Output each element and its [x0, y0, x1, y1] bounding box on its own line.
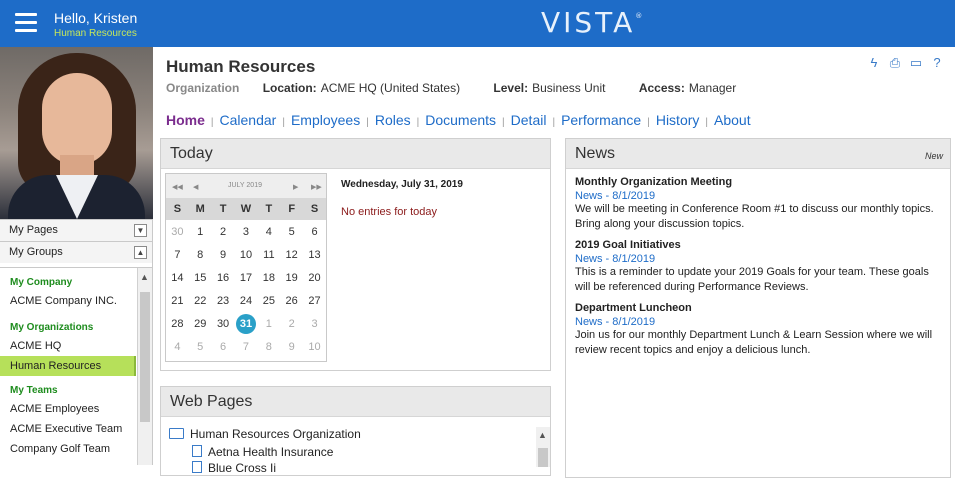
tab-calendar[interactable]: Calendar [219, 112, 277, 128]
calendar-day[interactable]: 27 [308, 294, 321, 307]
calendar-day[interactable]: 12 [285, 248, 298, 261]
tab-employees[interactable]: Employees [290, 112, 361, 128]
vista-logo: VISTA® [541, 6, 643, 39]
web-pages-title: Web Pages [161, 387, 550, 417]
news-item-title[interactable]: Monthly Organization Meeting [575, 176, 733, 188]
calendar-day[interactable]: 9 [220, 248, 227, 261]
toolbar [866, 54, 950, 72]
location-value: ACME HQ (United States) [320, 81, 461, 95]
calendar-day[interactable]: 17 [239, 271, 253, 284]
calendar-day[interactable]: 3 [242, 225, 250, 238]
page-type: Organization [166, 81, 240, 95]
folder-icon [169, 428, 184, 439]
news-item-date[interactable]: News - 8/1/2019 [575, 253, 656, 265]
tab-roles[interactable]: Roles [374, 112, 411, 128]
calendar [165, 173, 327, 362]
next-year-icon[interactable]: ▶▶ [311, 184, 322, 191]
top-bar [0, 0, 955, 47]
news-header [566, 139, 950, 169]
calendar-day[interactable]: 18 [262, 271, 275, 284]
calendar-day[interactable]: 22 [194, 294, 207, 307]
access-label: Access: [638, 81, 685, 95]
web-pages-scrollbar[interactable] [536, 427, 550, 467]
location-label: Location: [262, 81, 317, 95]
news-item-date[interactable]: News - 8/1/2019 [575, 190, 656, 202]
calendar-day[interactable]: 24 [239, 294, 253, 307]
news-item [575, 176, 950, 232]
news-list [566, 176, 950, 358]
calendar-day[interactable]: 8 [197, 248, 204, 261]
calendar-day[interactable]: 6 [311, 225, 318, 238]
page-meta [166, 81, 736, 95]
calendar-day[interactable]: 14 [171, 271, 184, 284]
calendar-day[interactable]: 5 [288, 225, 295, 238]
calendar-day[interactable]: 16 [216, 271, 230, 284]
tab-bar: Home | Calendar | Employees | Roles | Documents | Detail | Performance | History | About [166, 112, 751, 128]
calendar-day[interactable]: 11 [263, 248, 275, 261]
calendar-day[interactable]: 6 [220, 340, 227, 353]
today-title: Today [161, 139, 550, 169]
level-label: Level: [493, 81, 529, 95]
sidebar-item-acme-employees[interactable]: ACME Employees [10, 403, 100, 415]
calendar-day[interactable]: 20 [308, 271, 321, 284]
calendar-day[interactable]: 7 [174, 248, 181, 261]
weekday-header: F [280, 198, 303, 220]
calendar-day[interactable]: 4 [174, 340, 181, 353]
web-pages-folder[interactable]: Human Resources Organization [169, 427, 361, 441]
calendar-day[interactable]: 1 [197, 225, 204, 238]
calendar-day[interactable]: 23 [216, 294, 230, 307]
calendar-nav [166, 174, 326, 198]
calendar-day[interactable]: 25 [262, 294, 275, 307]
weekday-header: M [189, 198, 212, 220]
calendar-grid [166, 198, 326, 358]
weekday-header: T [257, 198, 280, 220]
new-news-link[interactable]: New [924, 151, 943, 161]
print-icon[interactable]: ⎙ [889, 55, 901, 70]
sidebar-item-acme-company[interactable]: ACME Company INC. [10, 295, 117, 307]
calendar-day[interactable]: 2 [288, 317, 295, 330]
tab-documents[interactable]: Documents [425, 112, 497, 128]
weekday-header: S [166, 198, 189, 220]
calendar-day[interactable]: 26 [285, 294, 298, 307]
sidebar-item-human-resources[interactable]: Human Resources [0, 356, 136, 376]
news-item-body: We will be meeting in Conference Room #1 to discuss our monthly topics. Bring along your discussion topics. [575, 203, 934, 230]
calendar-day[interactable]: 19 [285, 271, 298, 284]
news-panel [565, 138, 951, 478]
news-item [575, 302, 950, 358]
tab-performance[interactable]: Performance [561, 112, 642, 128]
calendar-day[interactable]: 30 [216, 317, 230, 330]
tab-detail[interactable]: Detail [510, 112, 547, 128]
scroll-thumb[interactable] [538, 448, 548, 467]
calendar-day[interactable]: 10 [308, 340, 321, 353]
chevron-up-icon[interactable]: ▲ [134, 246, 147, 259]
news-item-title[interactable]: Department Luncheon [575, 302, 692, 314]
news-item-body: Join us for our monthly Department Lunch & Learn Session where we will review recent topics and enjoy a delicious lunch. [575, 329, 933, 356]
no-entries-message: No entries for today [341, 206, 437, 218]
calendar-day[interactable]: 9 [288, 340, 295, 353]
sidebar [0, 47, 153, 465]
calendar-day[interactable]: 13 [308, 248, 321, 261]
calendar-day[interactable]: 28 [171, 317, 184, 330]
access-value: Manager [688, 81, 737, 95]
profile-photo [0, 47, 153, 219]
calendar-day[interactable]: 2 [220, 225, 227, 238]
help-icon[interactable]: ? [933, 55, 941, 70]
greeting-subtitle: Human Resources [54, 28, 137, 39]
sidebar-scrollbar[interactable] [137, 268, 152, 465]
weekday-header: T [212, 198, 235, 220]
document-icon [192, 461, 202, 473]
web-page-link[interactable]: Blue Cross Ii [192, 461, 276, 475]
web-pages-panel [160, 386, 551, 476]
sidebar-item-acme-hq[interactable]: ACME HQ [10, 340, 62, 352]
calendar-day[interactable]: 31 [234, 312, 257, 335]
calendar-day[interactable]: 5 [197, 340, 204, 353]
section-heading-my-teams: My Teams [10, 385, 58, 396]
lightning-icon[interactable]: ϟ [870, 55, 878, 70]
tab-about[interactable]: About [714, 112, 751, 128]
my-groups-dropdown[interactable]: My Groups ▲ [0, 241, 152, 263]
news-item [575, 239, 950, 295]
news-item-body: This is a reminder to update your 2019 Goals for your team. These goals will be referenced during Performance Reviews. [575, 266, 929, 293]
calendar-day[interactable]: 29 [194, 317, 207, 330]
selected-date: Wednesday, July 31, 2019 [341, 179, 463, 190]
today-panel [160, 138, 551, 371]
news-item-title[interactable]: 2019 Goal Initiatives [575, 239, 681, 251]
comment-icon[interactable]: ▭ [909, 55, 923, 70]
level-value: Business Unit [532, 81, 606, 95]
next-month-icon[interactable]: ▶ [293, 184, 299, 191]
page-title: Human Resources [166, 57, 316, 76]
prev-month-icon[interactable]: ◀ [193, 184, 199, 191]
scroll-up-icon[interactable]: ▲ [140, 272, 149, 282]
section-heading-my-organizations: My Organizations [10, 322, 94, 333]
calendar-day[interactable]: 7 [242, 340, 250, 353]
sidebar-item-acme-executive-team[interactable]: ACME Executive Team [10, 423, 123, 435]
calendar-day[interactable]: 3 [311, 317, 318, 330]
scroll-up-icon[interactable]: ▲ [538, 430, 547, 440]
calendar-day[interactable]: 8 [265, 340, 272, 353]
tab-home[interactable]: Home [166, 112, 205, 128]
calendar-day[interactable]: 10 [239, 248, 253, 261]
web-page-link[interactable]: Aetna Health Insurance [192, 445, 333, 459]
tab-history[interactable]: History [655, 112, 700, 128]
sidebar-item-company-golf-team[interactable]: Company Golf Team [10, 443, 111, 455]
calendar-day[interactable]: 1 [265, 317, 272, 330]
calendar-month: JULY 2019 [228, 182, 262, 189]
news-item-date[interactable]: News - 8/1/2019 [575, 316, 656, 328]
weekday-header: S [303, 198, 326, 220]
calendar-day[interactable]: 4 [265, 225, 272, 238]
news-title: News [575, 145, 616, 162]
scroll-thumb[interactable] [140, 292, 150, 422]
calendar-day[interactable]: 15 [194, 271, 207, 284]
my-pages-dropdown[interactable]: My Pages ▼ [0, 219, 152, 241]
section-heading-my-company: My Company [10, 277, 73, 288]
calendar-day[interactable]: 30 [171, 225, 184, 238]
groups-list [0, 267, 152, 465]
document-icon [192, 445, 202, 457]
prev-year-icon[interactable]: ◀◀ [172, 184, 183, 191]
calendar-day[interactable]: 21 [171, 294, 184, 307]
weekday-header: W [234, 198, 257, 220]
chevron-down-icon[interactable]: ▼ [134, 224, 147, 237]
greeting: Hello, Kristen [54, 10, 138, 26]
hamburger-menu-icon[interactable] [15, 13, 37, 33]
